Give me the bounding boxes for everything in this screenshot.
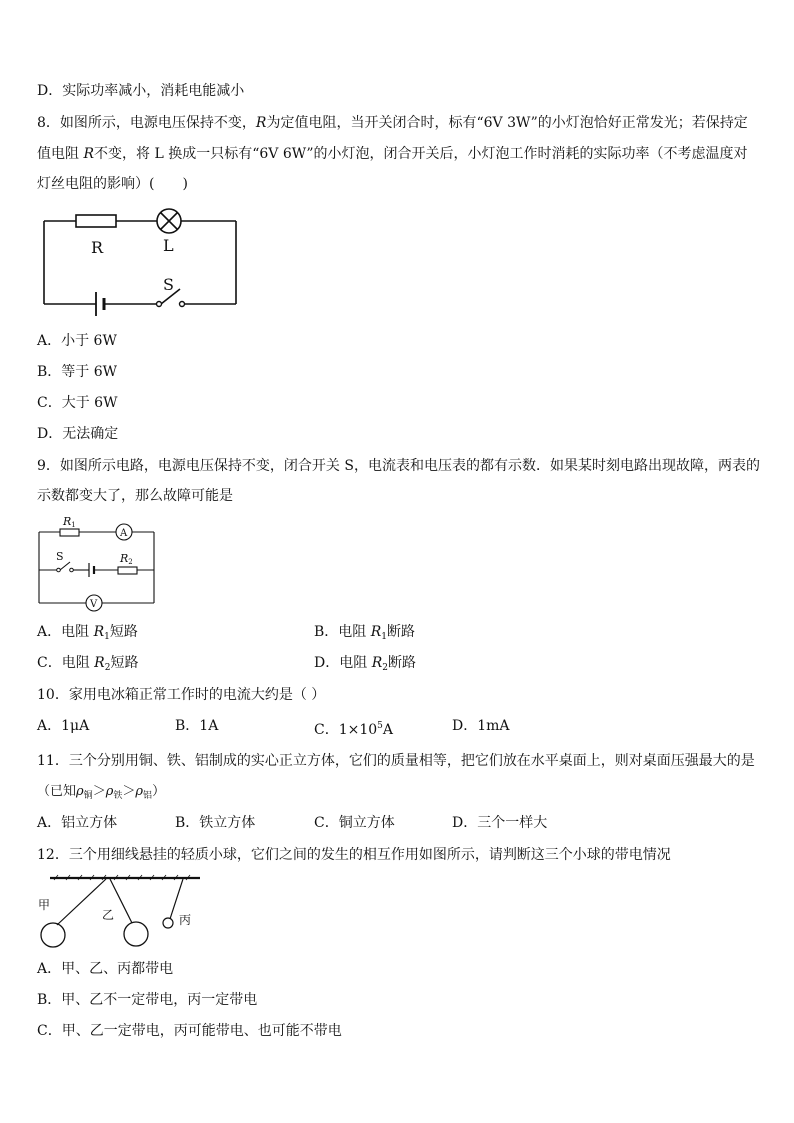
q8-option-a: A．小于 6W	[37, 333, 117, 349]
q12-label-yi: 乙	[102, 908, 115, 922]
q12-ball-jia	[41, 923, 65, 947]
q9-resistor-r2	[118, 567, 137, 574]
q9-option-a: A．电阻 $R_1$短路	[37, 624, 138, 642]
q12-pith-balls-figure	[36, 872, 206, 950]
q9-circuit-diagram	[34, 513, 159, 608]
q9-switch-s	[60, 562, 70, 570]
q9-stem-line-1: 9．如图所示电路，电源电压保持不变，闭合开关 S，电流表和电压表的都有示数．如果某时刻电路出现故障，两表的	[37, 458, 760, 474]
q12-stem: 12．三个用细线悬挂的轻质小球，它们之间的发生的相互作用如图所示，请判断这三个小球的带电情况	[37, 847, 671, 863]
q12-ball-bing	[163, 918, 173, 928]
q11-option-d: D．三个一样大	[452, 815, 548, 831]
q9-label-v: V	[90, 599, 98, 610]
q8-label-r: R	[91, 238, 104, 257]
q11-stem-line-1: 11．三个分别用铜、铁、铝制成的实心正立方体，它们的质量相等，把它们放在水平桌面上，则对桌面压强最大的是	[37, 753, 755, 769]
q8-stem-line-2: 值电阻 R不变，将 L 换成一只标有“6V 6W”的小灯泡，闭合开关后，小灯泡工作时消耗的实际功率（不考虑温度对	[37, 146, 748, 162]
q8-option-b: B．等于 6W	[37, 364, 118, 380]
q11-option-c: C．铜立方体	[314, 815, 395, 831]
q9-label-s: S	[56, 550, 64, 563]
q11-option-b: B．铁立方体	[175, 815, 256, 831]
q9-option-c: C．电阻 $R_2$短路	[37, 655, 139, 673]
q8-circuit-diagram	[40, 205, 240, 310]
q8-label-l: L	[163, 236, 174, 255]
q12-label-bing: 丙	[179, 913, 192, 927]
q8-label-s: S	[163, 275, 174, 294]
q7-option-d: D．实际功率减小，消耗电能减小	[37, 83, 245, 99]
q10-option-b: B．1A	[175, 718, 219, 734]
q8-option-d: D．无法确定	[37, 426, 119, 442]
q9-resistor-r1	[60, 529, 79, 536]
q9-label-r1: R1	[63, 515, 76, 529]
q12-option-b: B．甲、乙不一定带电，丙一定带电	[37, 992, 258, 1008]
q9-label-a: A	[120, 528, 128, 539]
q8-stem-line-3: 灯丝电阻的影响）( )	[37, 176, 188, 192]
q12-option-a: A．甲、乙、丙都带电	[37, 961, 174, 977]
q8-option-c: C．大于 6W	[37, 395, 118, 411]
q12-option-c: C．甲、乙一定带电，丙可能带电、也可能不带电	[37, 1023, 342, 1039]
q9-stem-line-2: 示数都变大了，那么故障可能是	[37, 488, 233, 504]
q10-option-c: C．$1\times 10^5A$	[314, 721, 394, 738]
q10-option-a: A．1μA	[37, 718, 90, 734]
q12-ball-yi	[124, 922, 148, 946]
q10-stem: 10．家用电冰箱正常工作时的电流大约是（ ）	[37, 687, 326, 703]
q11-stem-line-2: （已知$\rho_铜>\rho_铁>\rho_铝$）	[37, 784, 166, 801]
q9-option-b: B．电阻 $R_1$断路	[314, 624, 416, 642]
q9-option-d: D．电阻 $R_2$断路	[314, 655, 416, 673]
q8-resistor-r	[76, 215, 116, 227]
q12-label-jia: 甲	[38, 898, 51, 912]
q11-option-a: A．铝立方体	[37, 815, 118, 831]
q9-label-r2: R2	[120, 552, 133, 566]
q8-stem-line-1: 8．如图所示，电源电压保持不变，R为定值电阻，当开关闭合时，标有“6V 3W”的小灯泡恰好正常发光；若保持定	[37, 115, 748, 131]
q10-option-d: D．1mA	[452, 718, 510, 734]
